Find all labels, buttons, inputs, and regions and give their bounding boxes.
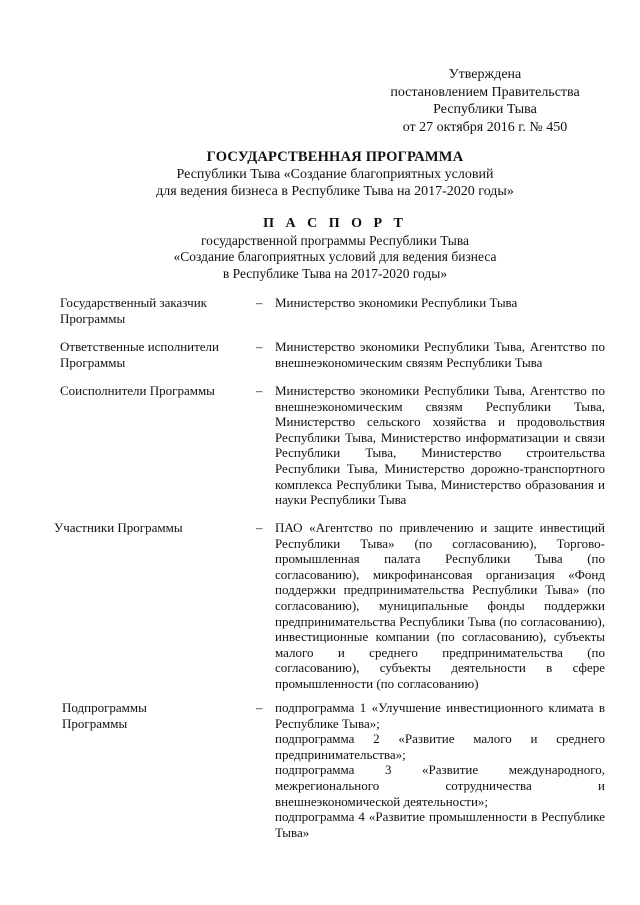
row-label: Подпрограммы Программы [62,700,147,731]
subprogram-item: подпрограмма 2 «Развитие малого и среднего предпринимательства»; [275,731,605,762]
title-line-2: Республики Тыва «Создание благоприятных условий [176,167,494,182]
row-label: Государственный заказчик Программы [60,295,207,326]
subprogram-item: подпрограмма 3 «Развитие международного, межрегионального сотрудничества и внешнеэкономической деятельности»; [275,762,605,809]
row-value: Министерство экономики Республики Тыва [275,295,518,310]
subprogram-item: подпрограмма 4 «Развитие промышленности в Республике Тыва» [275,809,605,840]
row-label: Участники Программы [54,520,183,535]
row-dash: – [256,295,263,310]
passport-heading: П А С П О Р Т [263,216,407,231]
title-main: ГОСУДАРСТВЕННАЯ ПРОГРАММА [206,149,464,165]
passport-line-4: в Республике Тыва на 2017-2020 годы» [222,265,448,281]
approval-stamp [360,66,610,136]
title-line-3: для ведения бизнеса в Республике Тыва на 2017-2020 годы» [156,184,514,199]
row-dash: – [256,520,263,535]
row-value: ПАО «Агентство по привлечению и защите инвестиций Республики Тыва» (по согласованию), Торгово-промышленная палата Республики Тыва (по согласованию), микрофинансовая организация «Фонд поддержки предпринимательства Республики Тыва» (по согласованию), муниципальные фонды поддержки предпринимательства Республики Тыва (по согласованию), инвестиционные компании (по согласованию), субъекты малого и среднего предпринимательства (по согласованию), субъекты деятельности в сфере промышленности (по согласованию) [275,520,605,691]
passport-line-3: «Создание благоприятных условий для ведения бизнеса [173,249,497,264]
row-dash: – [256,383,263,398]
passport-line-2: государственной программы Республики Тыва [200,232,470,248]
row-value: Министерство экономики Республики Тыва, Агентство по внешнеэкономическим связям Республики Тыва, Министерство сельского хозяйства и продовольствия Республики Тыва, Министерство информатизации и связи Республики Тыва, Министерство строительства Республики Тыва, Министерство дорожно-транспортного комплекса Республики Тыва, Министерство образования и науки Республики Тыва [275,383,605,508]
approval-line-2: постановлением Правительства [390,84,580,100]
passport-header [60,216,610,282]
row-dash: – [256,339,263,354]
row-dash: – [256,700,263,715]
approval-line-4: от 27 октября 2016 г. № 450 [402,119,568,135]
subprogram-item: подпрограмма 1 «Улучшение инвестиционного климата в Республике Тыва»; [275,700,605,731]
row-value: Министерство экономики Республики Тыва, Агентство по внешнеэкономическим связям Республики Тыва [275,339,605,370]
approval-line-3: Республики Тыва [433,102,537,117]
row-label: Ответственные исполнители Программы [60,339,220,370]
row-value-list [275,700,605,840]
program-title [60,149,610,200]
approval-line-1: Утверждена [448,67,522,82]
row-label: Соисполнители Программы [60,383,215,398]
